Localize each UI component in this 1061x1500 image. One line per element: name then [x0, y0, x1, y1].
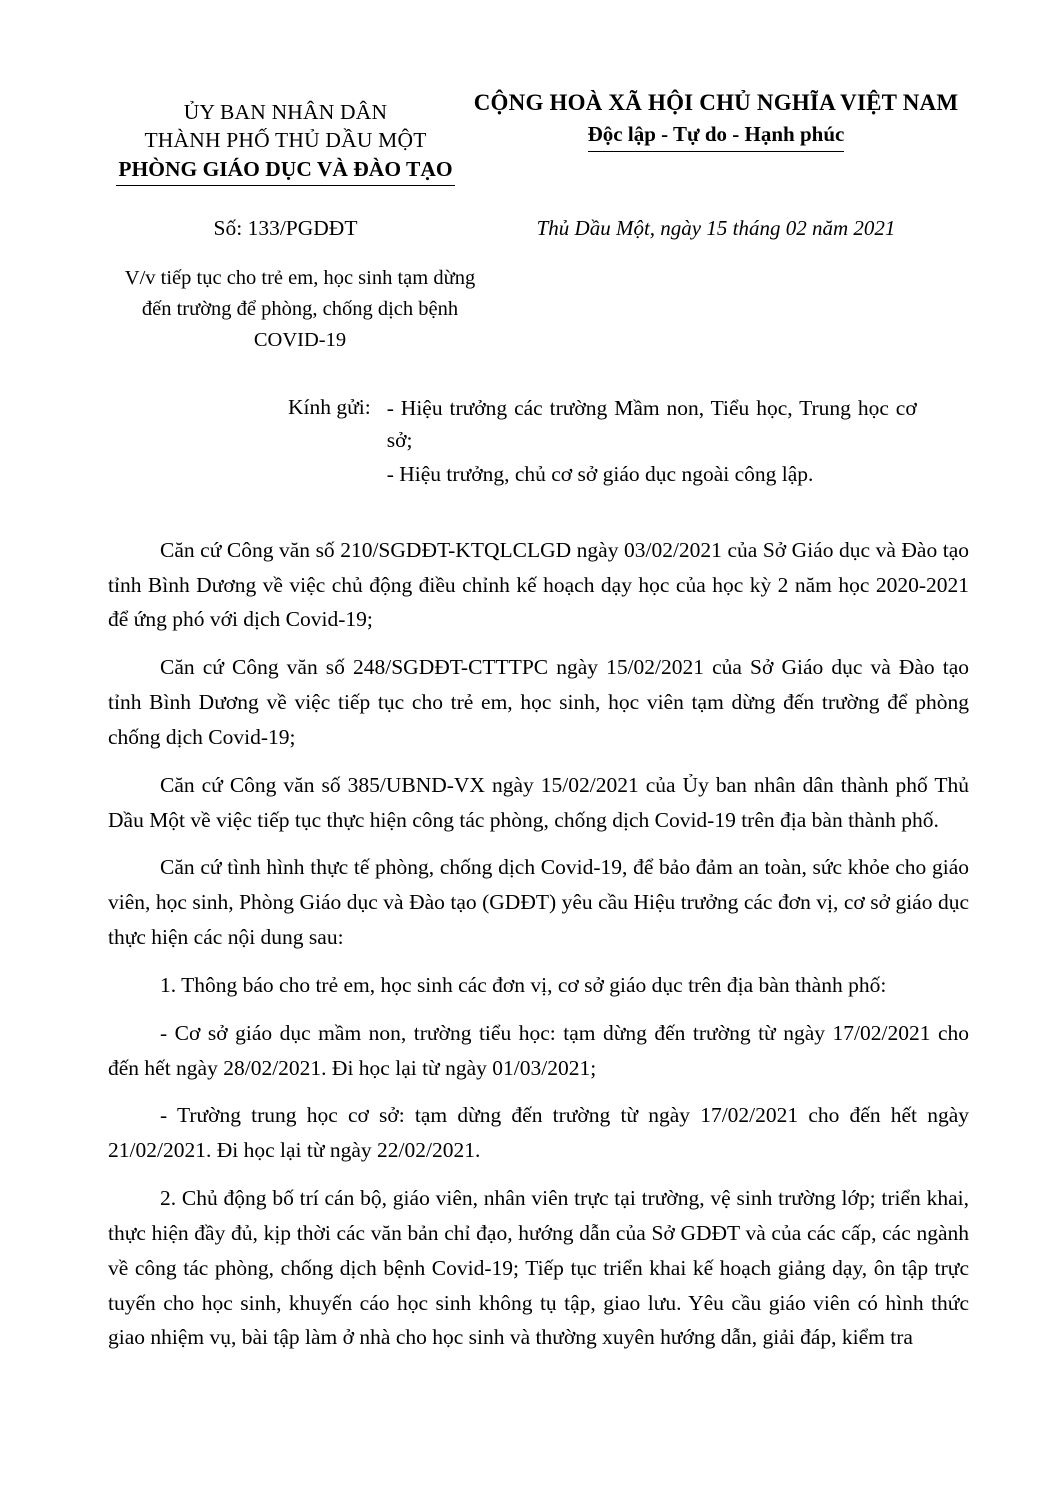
paragraph: - Trường trung học cơ sở: tạm dừng đến trường từ ngày 17/02/2021 cho đến hết ngày 21/02/2021. Đi học lại từ ngày 22/02/2021.	[108, 1103, 969, 1163]
document-header	[108, 88, 969, 186]
paragraph: 1. Thông báo cho trẻ em, học sinh các đơn vị, cơ sở giáo dục trên địa bàn thành phố:	[160, 972, 887, 997]
recipient-item: - Hiệu trưởng các trường Mầm non, Tiểu học, Trung học cơ sở;	[386, 396, 917, 453]
paragraph: Căn cứ tình hình thực tế phòng, chống dịch Covid-19, để bảo đảm an toàn, sức khỏe cho giáo viên, học sinh, Phòng Giáo dục và Đào tạo (GDĐT) yêu cầu Hiệu trưởng các đơn vị, cơ sở giáo dục thực hiện các nội dung sau:	[108, 855, 969, 950]
recipients-block	[108, 393, 969, 490]
place-and-date: Thủ Dầu Một, ngày 15 tháng 02 năm 2021	[536, 216, 896, 241]
national-heading-block	[463, 88, 969, 152]
document-number: Số: 133/PGDĐT	[213, 216, 358, 241]
recipients-list	[387, 393, 917, 490]
recipients-label: Kính gửi:	[288, 395, 371, 420]
document-subject: V/v tiếp tục cho trẻ em, học sinh tạm dừng đến trường để phòng, chống dịch bệnh COVID-19	[124, 267, 476, 351]
authority-line-2: THÀNH PHỐ THỦ DẦU MỘT	[144, 128, 427, 153]
national-motto: Độc lập - Tự do - Hạnh phúc	[588, 120, 845, 152]
authority-line-3: PHÒNG GIÁO DỤC VÀ ĐÀO TẠO	[116, 155, 454, 186]
paragraph: 2. Chủ động bố trí cán bộ, giáo viên, nhân viên trực tại trường, vệ sinh trường lớp; triển khai, thực hiện đầy đủ, kịp thời các văn bản chỉ đạo, hướng dẫn của Sở GDĐT và của các cấp, các ngành về công tác phòng, chống dịch bệnh Covid-19; Tiếp tục triển khai kế hoạch giảng dạy, ôn tập trực tuyến cho học sinh, khuyến cáo học sinh không tụ tập, giao lưu. Yêu cầu giáo viên có hình thức giao nhiệm vụ, bài tập làm ở nhà cho học sinh và thường xuyên hướng dẫn, giải đáp, kiểm tra	[108, 1186, 969, 1350]
document-content	[108, 533, 969, 1355]
number-and-date-row	[108, 216, 969, 241]
paragraph: Căn cứ Công văn số 210/SGDĐT-KTQLCLGD ngày 03/02/2021 của Sở Giáo dục và Đào tạo tỉnh Bình Dương về việc chủ động điều chỉnh kế hoạch dạy học của học kỳ 2 năm học 2020-2021 để ứng phó với dịch Covid-19;	[108, 537, 969, 632]
authority-line-1: ỦY BAN NHÂN DÂN	[183, 100, 388, 124]
issuing-authority-block	[108, 88, 463, 186]
paragraph: - Cơ sở giáo dục mầm non, trường tiểu học: tạm dừng đến trường từ ngày 17/02/2021 cho đến hết ngày 28/02/2021. Đi học lại từ ngày 01/03/2021;	[108, 1020, 969, 1080]
national-title: CỘNG HOÀ XÃ HỘI CHỦ NGHĨA VIỆT NAM	[473, 90, 959, 115]
paragraph: Căn cứ Công văn số 385/UBND-VX ngày 15/02/2021 của Ủy ban nhân dân thành phố Thủ Dầu Một về việc tiếp tục thực hiện công tác phòng, chống dịch Covid-19 trên địa bàn thành phố.	[108, 772, 969, 832]
recipient-item: - Hiệu trưởng, chủ cơ sở giáo dục ngoài công lập.	[386, 462, 814, 486]
paragraph: Căn cứ Công văn số 248/SGDĐT-CTTTPC ngày 15/02/2021 của Sở Giáo dục và Đào tạo tỉnh Bình Dương về việc tiếp tục cho trẻ em, học sinh, học viên tạm dừng đến trường để phòng chống dịch Covid-19;	[108, 655, 969, 749]
